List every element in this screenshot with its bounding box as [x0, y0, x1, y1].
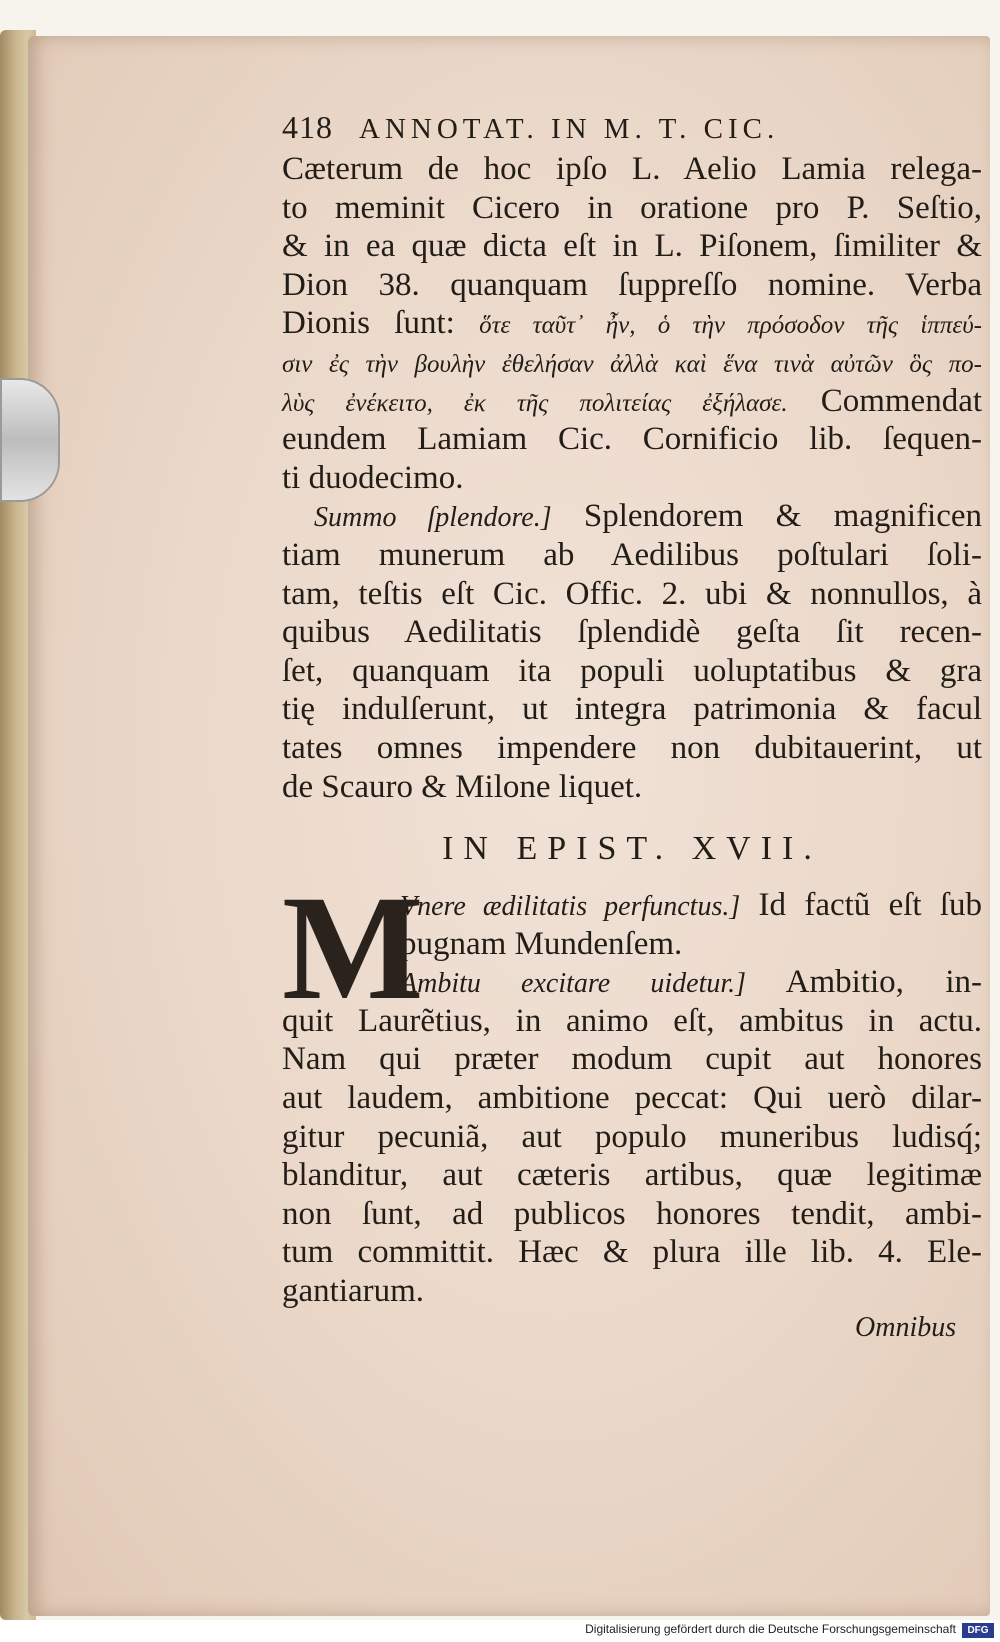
greek-quote: σιν ἐς τὴν βουλὴν ἐθελήσαν ἀλλὰ καὶ ἕνα τινὰ αὐτῶν ὃς πο- — [282, 350, 982, 378]
book-clip — [0, 378, 60, 502]
text-line: Nam qui præter modum cupit aut honores — [282, 1041, 982, 1078]
text-line — [282, 382, 982, 421]
digitization-footer — [0, 1620, 1000, 1642]
text-line: tates omnes impendere non dubitauerint, ut — [282, 729, 982, 766]
text-line: & in ea quæ dicta eſt in L. Piſonem, ſimiliter & — [282, 228, 982, 265]
text-line: eundem Lamiam Cic. Cornificio lib. ſequen- — [282, 421, 982, 458]
lemma: Vnere ædilitatis perfunctus.] — [400, 891, 741, 923]
text-line: aut laudem, ambitione peccat: Qui uerò dilar- — [282, 1080, 982, 1117]
text-line — [282, 343, 982, 382]
text-line: ſet, quanquam ita populi uoluptatibus & gra — [282, 652, 982, 689]
greek-lead: Dionis ſunt: — [282, 305, 455, 342]
text-line: gantiarum. — [282, 1273, 425, 1310]
text-line: tum committit. Hæc & plura ille lib. 4. Ele- — [282, 1234, 982, 1271]
page-number: 418 — [282, 109, 333, 145]
text-line: quibus Aedilitatis ſplendidè geſta ſit recen- — [282, 614, 982, 651]
text-run: Commendat — [820, 382, 983, 419]
text-line: quit Laurẽtius, in animo eſt, ambitus in actu. — [282, 1002, 982, 1039]
lemma: Summo ſplendore.] — [314, 502, 552, 534]
drop-cap-letter: M — [282, 865, 424, 1032]
page-text — [282, 104, 982, 1311]
text-line: tię indulſerunt, ut integra patrimonia & facul — [282, 691, 982, 728]
text-line: pugnam Mundenſem. — [400, 925, 683, 962]
text-line: tiam munerum ab Aedilibus poſtulari ſoli- — [282, 536, 982, 573]
text-line: blanditur, aut cæteris artibus, quæ legitimæ — [282, 1157, 982, 1194]
greek-quote: λὺς ἐνέκειτο, ἐκ τῆς πολιτείας ἐξήλασε. — [282, 389, 788, 417]
text-run: Ambitio, in- — [785, 964, 982, 1001]
text-line — [282, 304, 982, 343]
catchword: Omnibus — [855, 1312, 957, 1343]
text-line: Cæterum de hoc ipſo L. Aelio Lamia relega- — [282, 151, 982, 187]
text-line: tam, teſtis eſt Cic. Offic. 2. ubi & nonnullos, à — [282, 575, 982, 612]
footer-credit: Digitalisierung gefördert durch die Deutsche Forschungsgemeinschaft — [585, 1622, 956, 1636]
text-line: ti duodecimo. — [282, 459, 464, 496]
text-line — [282, 497, 982, 536]
section-title: IN EPIST. XVII. — [442, 830, 822, 868]
text-run: Splendorem & magnificen — [583, 498, 982, 535]
dfg-logo-icon: DFG — [962, 1623, 994, 1638]
text-line: de Scauro & Milone liquet. — [282, 768, 643, 805]
text-line: to meminit Cicero in oratione pro P. Seſtio, — [282, 189, 982, 226]
text-line: gitur pecuniã, aut populo muneribus ludisq́; — [282, 1118, 982, 1155]
text-line: Dion 38. quanquam ſuppreſſo nomine. Verba — [282, 266, 982, 303]
lemma: Ambitu excitare uidetur.] — [400, 968, 747, 1000]
greek-quote: ὅτε ταῦτ᾽ ἦν, ὁ τὴν πρόσοδον τῆς ἱππεύ- — [479, 312, 982, 340]
text-line: non ſunt, ad publicos honores tendit, ambi- — [282, 1195, 982, 1232]
running-header — [282, 104, 982, 150]
running-title: ANNOTAT. IN M. T. CIC. — [359, 113, 780, 145]
text-run: Id factũ eſt ſub — [758, 887, 983, 924]
